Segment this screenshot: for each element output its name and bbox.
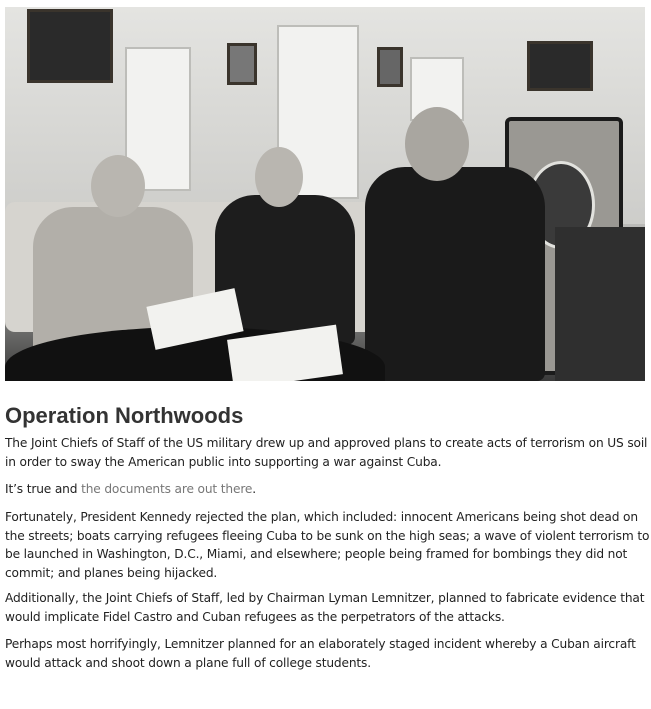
paragraph-lemnitzer-evidence: Additionally, the Joint Chiefs of Staff, led by Chairman Lyman Lemnitzer, planned to fabricate evidence that would implicate Fidel Castro and Cuban refugees as the perpetrators of the attacks. bbox=[5, 591, 645, 624]
photo-small-frame bbox=[227, 43, 257, 85]
paragraph-documents-prefix: It’s true and bbox=[5, 482, 82, 496]
photo-painting-left bbox=[27, 9, 113, 83]
photo-floor bbox=[555, 227, 645, 381]
paragraph-intro: The Joint Chiefs of Staff of the US military drew up and approved plans to create acts of terrorism on US soil in order to sway the American public into supporting a war against Cuba. bbox=[5, 436, 648, 469]
photo-president-head bbox=[405, 107, 469, 181]
paragraph-kennedy-rejected: Fortunately, President Kennedy rejected the plan, which included: innocent Americans being shot dead on the streets; boats carrying refugees fleeing Cuba to be sunk on the high seas; a wave of violent terrorism to be launched in Washington, D.C., Miami, and elsewhere; people being framed for bombings they did not commit; and planes being hijacked. bbox=[5, 510, 650, 580]
paragraph-documents bbox=[5, 480, 650, 499]
article-photo bbox=[5, 7, 645, 381]
photo-small-frame-2 bbox=[377, 47, 403, 87]
photo-painting-right bbox=[527, 41, 593, 91]
documents-link[interactable]: the documents are out there bbox=[81, 482, 253, 496]
photo-president bbox=[365, 167, 545, 381]
paragraph-documents-suffix: . bbox=[252, 482, 256, 496]
photo-general-head bbox=[91, 155, 145, 217]
paragraph-staged-incident: Perhaps most horrifyingly, Lemnitzer planned for an elaborately staged incident whereby a Cuban aircraft would attack and shoot down a plane full of college students. bbox=[5, 637, 636, 670]
article-title: Operation Northwoods bbox=[5, 403, 244, 428]
photo-man-suit-head bbox=[255, 147, 303, 207]
